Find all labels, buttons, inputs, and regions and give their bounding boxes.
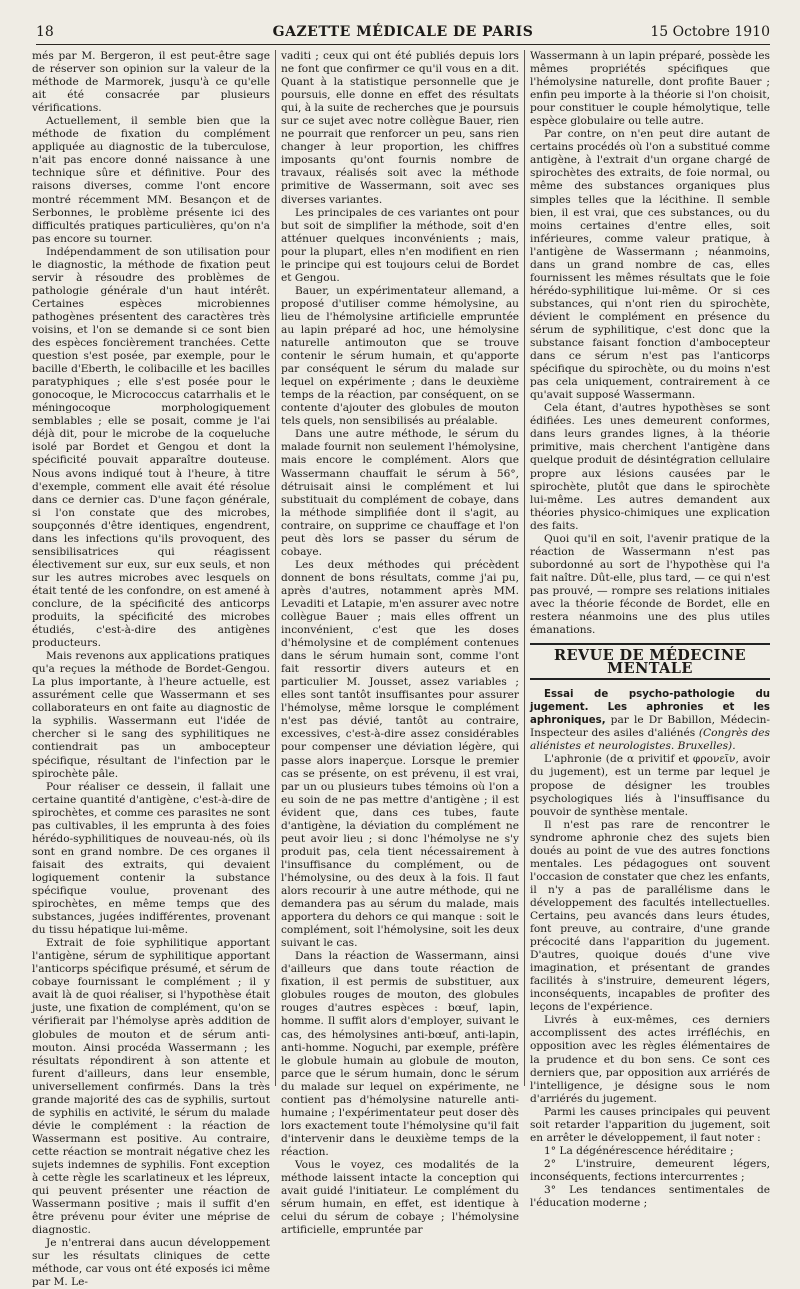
issue-date: 15 Octobre 1910	[650, 24, 770, 40]
paragraph: Pour réaliser ce dessein, il fallait une certaine quantité d'antigène, c'est-à-dire de spirochètes, et comme ces parasites ne sont pas cultivables, il les emprunta à des foies hérédo-syphilitiques de nouveau-nés, où ils sont en grand nombre. De ces organes il faisait des extraits, qui devaient logiquement contenir la substance spécifique voulue, provenant des spirochètes, en même temps que des substances, jugées indifférentes, provenant du tissu hépatique lui-même.	[32, 780, 270, 937]
paragraph: Parmi les causes principales qui peuvent soit retarder l'apparition du jugement, soit en arrêter le développement, il faut noter :	[530, 1105, 770, 1144]
paragraph: Il n'est pas rare de rencontrer le syndrome aphronie chez des sujets bien doués au point de vue des autres fonctions mentales. Les pédagogues ont souvent l'occasion de constater que chez les enfants, il n'y a pas de parallélisme dans le développement des facultés intellectuelles. Certains, peu avancés dans leurs études, font preuve, au contraire, d'une grande précocité dans l'apparition du jugement. D'autres, quoique doués d'une vive imagination, et présentant de grandes facilités à s'instruire, demeurent légers, inconséquents, incapables de profiter des leçons de l'expérience.	[530, 818, 770, 1014]
paragraph: Actuellement, il semble bien que la méthode de fixation du complément appliquée au diagnostic de la tuberculose, n'ait pas encore donné naissance à une technique sûre et définitive. Pour des raisons diverses, comme l'ont encore montré récemment MM. Besançon et de Serbonnes, le problème présente ici des difficultés pratiques particulières, qu'on n'a pas encore su tourner.	[32, 115, 270, 245]
paragraph: més par M. Bergeron, il est peut-être sage de réserver son opinion sur la valeur de la méthode de Marmorek, jusqu'à ce qu'elle ait été consacrée par plusieurs vérifications.	[32, 50, 270, 115]
paragraph: Je n'entrerai dans aucun développement sur les résultats cliniques de cette méthode, car vous ont été exposés ici même par M. Le-	[32, 1237, 270, 1289]
paragraph: Mais revenons aux applications pratiques qu'a reçues la méthode de Bordet-Gengou. La plus importante, à l'heure actuelle, est assurément celle que Wassermann et ses collaborateurs en ont faite au diagnostic de la syphilis. Wassermann eut l'idée de chercher si le sang des syphilitiques ne contiendrait pas un ambocepteur spécifique, résultant de l'infection par le spirochète pâle.	[32, 650, 270, 780]
column-2	[281, 50, 519, 1237]
article-byline: par le Dr Babillon, Médecin-Inspecteur des asiles d'aliénés	[530, 714, 770, 740]
paragraph: Quoi qu'il en soit, l'avenir pratique de la réaction de Wassermann n'est pas subordonné au sort de l'hypothèse qui l'a fait naître. Dût-elle, plus tard, — ce qui n'est pas prouvé, — rompre ses relations initiales avec la théorie féconde de Bordet, elle en restera néanmoins une des plus utiles émanations.	[530, 532, 770, 637]
paragraph: L'aphronie (de α privitif et φρονεῖν, avoir du jugement), est un terme par lequel je propose de désigner les troubles psychologiques liés à l'insuffisance du pouvoir de synthèse mentale.	[530, 753, 770, 818]
paragraph: Extrait de foie syphilitique apportant l'antigène, sérum de syphilitique apportant l'anticorps spécifique présumé, et sérum de cobaye fournissant le complément ; il y avait là de quoi réaliser, si l'hypothèse était juste, une fixation de complément, qu'on se vérifierait par l'hémolyse après addition de globules de mouton et de sérum anti-mouton. Ainsi procéda Wassermann ; les résultats répondirent à son attente et furent d'ailleurs, dans leur ensemble, universellement confirmés. Dans la très grande majorité des cas de syphilis, surtout de syphilis en activité, le sérum du malade dévie le complément : la réaction de Wassermann est positive. Au contraire, cette réaction se montrait négative chez les sujets indemnes de syphilis. Font exception à cette règle les scarlatineux et les lépreux, qui peuvent présenter une réaction de Wassermann positive ; mais il suffit d'en être prévenu pour éviter une méprise de diagnostic.	[32, 937, 270, 1237]
paragraph: Bauer, un expérimentateur allemand, a proposé d'utiliser comme hémolysine, au lieu de l'hémolysine artificielle empruntée au lapin préparé ad hoc, une hémolysine naturelle antimouton que se trouve contenir le sérum humain, et qu'apporte par conséquent le sérum du malade sur lequel on expérimente ; dans le deuxième temps de la réaction, par conséquent, on se contente d'ajouter des globules de mouton tels quels, non sensibilisés au préalable.	[281, 284, 519, 428]
paragraph: Dans une autre méthode, le sérum du malade fournit non seulement l'hémolysine, mais encore le complément. Alors que Wassermann chauffait le sérum à 56°, détruisait ainsi le complément et lui substituait du complément de cobaye, dans la méthode simplifiée dont il s'agit, au contraire, on supprime ce chauffage et l'on peut dès lors se passer du sérum de cobaye.	[281, 428, 519, 558]
paragraph: Wassermann à un lapin préparé, possède les mêmes propriétés spécifiques que l'hémolysine naturelle, dont profite Bauer ; enfin peu importe à la théorie si l'on choisit, pour constituer le couple hémolytique, telle espèce globulaire ou telle autre.	[530, 50, 770, 128]
paragraph: Les deux méthodes qui précèdent donnent de bons résultats, comme j'ai pu, après d'autres, notamment après MM. Levaditi et Latapie, m'en assurer avec notre collègue Bauer ; mais elles offrent un inconvénient, c'est que les doses d'hémolysine et de complément contenues dans le sérum humain sont, comme l'ont fait ressortir divers auteurs et en particulier M. Jousset, assez variables ; elles sont tantôt insuffisantes pour assurer l'hémolyse, même lorsque le complément n'est pas dévié, tantôt au contraire, excessives, c'est-à-dire assez considérables pour compenser une déviation légère, qui passe alors inaperçue. Lorsque le premier cas se présente, on est prévenu, il est vrai, par un ou plusieurs tubes témoins où l'on a eu soin de ne pas mettre d'antigène ; il est évident que, dans ces tubes, faute d'antigène, la déviation du complément ne peut avoir lieu ; si donc l'hémolyse ne s'y produit pas, cela tient nécessairement à l'insuffisance du complément, ou de l'hémolysine, ou des deux à la fois. Il faut alors recourir à une autre méthode, qui ne demandera pas au sérum du malade, mais apportera du dehors ce qui manque : soit le complément, soit l'hémolysine, soit les deux suivant le cas.	[281, 558, 519, 950]
column-rule-2	[524, 50, 525, 1086]
paragraph: Les principales de ces variantes ont pour but soit de simplifier la méthode, soit d'en atténuer quelques inconvénients ; mais, pour la plupart, elles n'en modifient en rien le principe qui est toujours celui de Bordet et Gengou.	[281, 206, 519, 284]
paragraph: Indépendamment de son utilisation pour le diagnostic, la méthode de fixation peut servir à résoudre des problèmes de pathologie générale d'un haut intérêt. Certaines espèces microbiennes pathogènes présentent des caractères très voisins, et l'on se demande si ce sont bien des espèces foncièrement tranchées. Cette question s'est posée, par exemple, pour le bacille d'Eberth, le colibacille et les bacilles paratyphiques ; elle s'est posée pour le gonocoque, le Micrococcus catarrhalis et le méningocoque morphologiquement semblables ; elle se posait, comme je l'ai déjà dit, pour le microbe de la coqueluche isolé par Bordet et Gengou et dont la spécificité pouvait apparaître douteuse. Nous avons indiqué tout à l'heure, à titre d'exemple, comment elle avait été résolue dans ce dernier cas. D'une façon générale, si l'on constate que des microbes, soupçonnés d'être identiques, engendrent, dans les infections qu'ils provoquent, des sensibilisatrices qui réagissent électivement sur eux, sur eux seuls, et non sur les autres microbes avec lesquels on était tenté de les confondre, on est amené à conclure, de la spécificité des anticorps produits, la spécificité des microbes étudiés, c'est-à-dire des antigènes producteurs.	[32, 245, 270, 650]
paragraph: Dans la réaction de Wassermann, ainsi d'ailleurs que dans toute réaction de fixation, il est permis de substituer, aux globules rouges de mouton, des globules rouges d'autres espèces : bœuf, lapin, homme. Il suffit alors d'employer, suivant le cas, des hémolysines anti-bœuf, anti-lapin, anti-homme. Noguchi, par exemple, préfère le globule humain au globule de mouton, parce que le sérum humain, donc le sérum du malade sur lequel on expérimente, ne contient pas d'hémolysine naturelle anti-humaine ; l'expérimentateur peut doser dès lors exactement toute l'hémolysine qu'il fait d'intervenir dans le deuxième temps de la réaction.	[281, 950, 519, 1158]
paragraph: vaditi ; ceux qui ont été publiés depuis lors ne font que confirmer ce qu'il vous en a dit. Quant à la statistique personnelle que je poursuis, elle donne en effet des résultats qui, à la suite de recherches que je poursuis sur ce sujet avec notre collègue Bauer, rien ne pourrait que renforcer un peu, sans rien changer à leur proportion, les chiffres imposants qu'ont fournis nombre de travaux, réalisés soit avec la méthode primitive de Wassermann, soit avec ses diverses variantes.	[281, 50, 519, 206]
list-item: 2° L'instruire, demeurent légers, inconséquents, fections intercurrentes ;	[530, 1157, 770, 1183]
column-1	[32, 50, 270, 1289]
page-number: 18	[36, 24, 54, 40]
article-heading	[530, 688, 770, 753]
paragraph: Cela étant, d'autres hypothèses se sont édifiées. Les unes demeurent conformes, dans leurs grandes lignes, à la théorie primitive, mais cherchent l'antigène dans quelque produit de désintégration cellulaire propre aux lésions causées par le spirochète, plutôt que dans le spirochète lui-même. Les autres demandent aux théories physico-chimiques une explication des faits.	[530, 402, 770, 532]
column-rule-1	[275, 50, 276, 1086]
paragraph: Livrés à eux-mêmes, ces derniers accomplissent des actes irréfléchis, en opposition avec les règles élémentaires de la prudence et du bon sens. Ce sont ces derniers que, par opposition aux arriérés de l'intelligence, je désigne sous le nom d'arriérés du jugement.	[530, 1014, 770, 1105]
article-title: Essai de psycho-pathologie du jugement. Les aphronies et les aphroniques,	[530, 689, 770, 727]
paragraph: Par contre, on n'en peut dire autant de certains procédés où l'on a substitué comme antigène, à l'extrait d'un organe chargé de spirochètes des extraits, de foie normal, ou même des substances organiques plus simples telles que la lécithine. Il semble bien, il est vrai, que ces substances, ou du moins certaines d'entre elles, soit inférieures, comme valeur pratique, à l'antigène de Wassermann ; néanmoins, dans un grand nombre de cas, elles fournissent les mêmes résultats que le foie hérédo-syphilitique lui-même. Or si ces substances, qui n'ont rien du spirochète, dévient le complément en présence du sérum de syphilitique, c'est donc que la substance faisant fonction d'ambocepteur dans ce sérum n'est pas l'anticorps spécifique du spirochète, ou du moins n'est pas cela uniquement, contrairement à ce qu'avait supposé Wassermann.	[530, 128, 770, 402]
list-item: 1° La dégénérescence héréditaire ;	[544, 1144, 734, 1157]
journal-title: GAZETTE MÉDICALE DE PARIS	[272, 24, 534, 40]
section-heading: REVUE DE MÉDECINE MENTALE	[530, 643, 770, 680]
column-3	[530, 50, 770, 1210]
paragraph: Vous le voyez, ces modalités de la méthode laissent intacte la conception qui avait guidé l'initiateur. Le complément du sérum humain, en effet, est identique à celui du sérum de cobaye ; l'hémolysine artificielle, empruntée par	[281, 1158, 519, 1237]
article-venue: (Congrès des aliénistes et neurologistes. Bruxelles).	[530, 727, 770, 753]
running-header	[36, 22, 770, 45]
list-item: 3° Les tendances sentimentales de l'éducation moderne ;	[530, 1183, 770, 1210]
